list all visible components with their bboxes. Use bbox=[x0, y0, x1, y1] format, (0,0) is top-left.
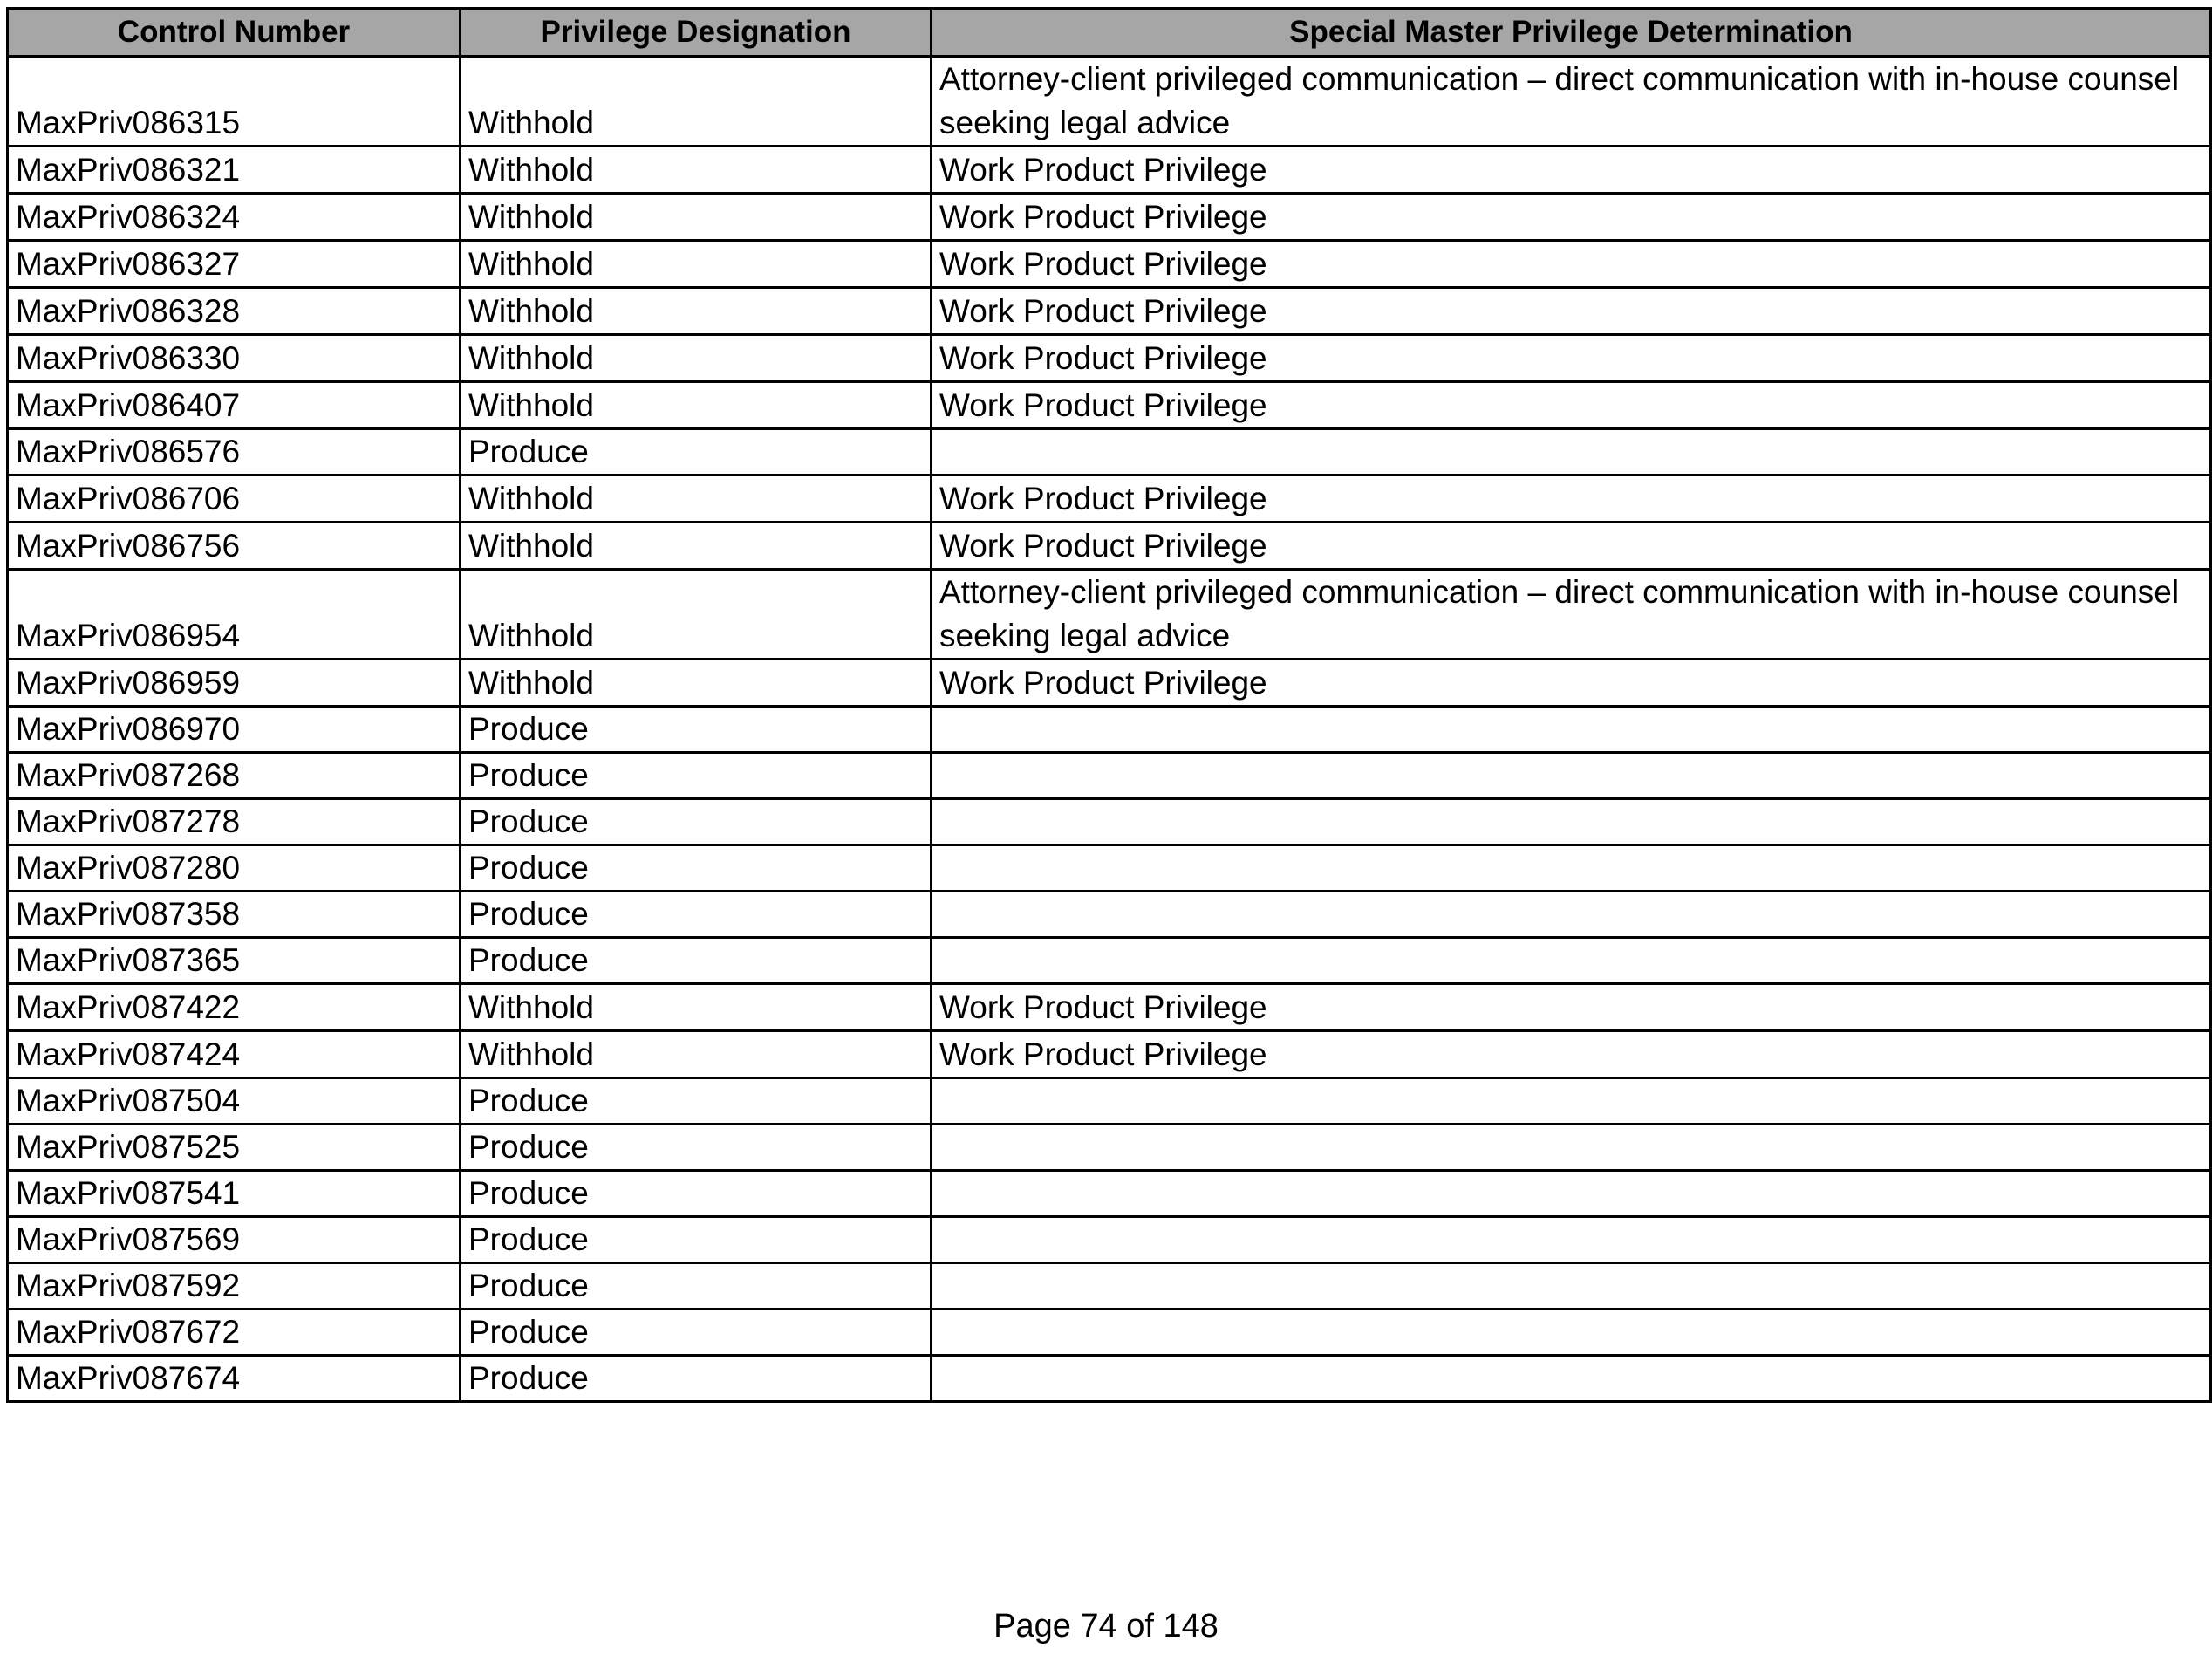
control-number-cell: MaxPriv086330 bbox=[8, 335, 461, 382]
table-body bbox=[8, 57, 2211, 1402]
header-special-master-determination: Special Master Privilege Determination bbox=[932, 9, 2211, 57]
determination-cell: Work Product Privilege bbox=[932, 335, 2211, 382]
determination-cell bbox=[932, 1217, 2211, 1263]
privilege-designation-cell: Produce bbox=[461, 938, 932, 984]
control-number-cell: MaxPriv087278 bbox=[8, 799, 461, 845]
privilege-designation-cell: Withhold bbox=[461, 288, 932, 335]
table-row bbox=[8, 288, 2211, 335]
control-number-cell: MaxPriv087592 bbox=[8, 1263, 461, 1310]
control-number-cell: MaxPriv087280 bbox=[8, 845, 461, 892]
privilege-designation-cell: Withhold bbox=[461, 335, 932, 382]
table-row bbox=[8, 938, 2211, 984]
privilege-designation-cell: Produce bbox=[461, 707, 932, 753]
control-number-cell: MaxPriv086328 bbox=[8, 288, 461, 335]
table-header-row bbox=[8, 9, 2211, 57]
control-number-cell: MaxPriv087358 bbox=[8, 892, 461, 938]
determination-cell bbox=[932, 753, 2211, 799]
determination-cell: Work Product Privilege bbox=[932, 660, 2211, 707]
control-number-cell: MaxPriv086327 bbox=[8, 241, 461, 288]
table-row bbox=[8, 1263, 2211, 1310]
determination-cell bbox=[932, 1263, 2211, 1310]
privilege-designation-cell: Produce bbox=[461, 1263, 932, 1310]
privilege-designation-cell: Produce bbox=[461, 1356, 932, 1402]
table-row bbox=[8, 523, 2211, 570]
privilege-log-table bbox=[6, 7, 2212, 1403]
privilege-designation-cell: Produce bbox=[461, 1171, 932, 1217]
privilege-designation-cell: Produce bbox=[461, 1125, 932, 1171]
privilege-designation-cell: Produce bbox=[461, 799, 932, 845]
control-number-cell: MaxPriv087674 bbox=[8, 1356, 461, 1402]
control-number-cell: MaxPriv086321 bbox=[8, 147, 461, 194]
table-row bbox=[8, 799, 2211, 845]
control-number-cell: MaxPriv086706 bbox=[8, 475, 461, 523]
control-number-cell: MaxPriv087268 bbox=[8, 753, 461, 799]
determination-cell: Work Product Privilege bbox=[932, 1031, 2211, 1078]
determination-cell: Work Product Privilege bbox=[932, 382, 2211, 429]
privilege-designation-cell: Produce bbox=[461, 429, 932, 475]
privilege-designation-cell: Withhold bbox=[461, 57, 932, 147]
table-row bbox=[8, 57, 2211, 147]
control-number-cell: MaxPriv086324 bbox=[8, 194, 461, 241]
control-number-cell: MaxPriv087504 bbox=[8, 1078, 461, 1125]
control-number-cell: MaxPriv086970 bbox=[8, 707, 461, 753]
control-number-cell: MaxPriv086954 bbox=[8, 570, 461, 660]
determination-cell: Work Product Privilege bbox=[932, 288, 2211, 335]
header-control-number: Control Number bbox=[8, 9, 461, 57]
table-row bbox=[8, 660, 2211, 707]
table-row bbox=[8, 570, 2211, 660]
table-row bbox=[8, 1310, 2211, 1356]
header-privilege-designation: Privilege Designation bbox=[461, 9, 932, 57]
table-row bbox=[8, 241, 2211, 288]
control-number-cell: MaxPriv087424 bbox=[8, 1031, 461, 1078]
determination-cell bbox=[932, 707, 2211, 753]
table-row bbox=[8, 147, 2211, 194]
determination-cell bbox=[932, 938, 2211, 984]
privilege-designation-cell: Produce bbox=[461, 1217, 932, 1263]
determination-cell bbox=[932, 1356, 2211, 1402]
control-number-cell: MaxPriv087569 bbox=[8, 1217, 461, 1263]
privilege-designation-cell: Produce bbox=[461, 1310, 932, 1356]
table-row bbox=[8, 845, 2211, 892]
privilege-designation-cell: Withhold bbox=[461, 147, 932, 194]
table-row bbox=[8, 1171, 2211, 1217]
privilege-designation-cell: Withhold bbox=[461, 241, 932, 288]
privilege-designation-cell: Withhold bbox=[461, 1031, 932, 1078]
privilege-designation-cell: Withhold bbox=[461, 523, 932, 570]
determination-cell: Work Product Privilege bbox=[932, 523, 2211, 570]
privilege-designation-cell: Withhold bbox=[461, 194, 932, 241]
table-row bbox=[8, 1031, 2211, 1078]
control-number-cell: MaxPriv087541 bbox=[8, 1171, 461, 1217]
page-number: Page 74 of 148 bbox=[993, 1608, 1219, 1645]
privilege-designation-cell: Produce bbox=[461, 1078, 932, 1125]
determination-cell bbox=[932, 1125, 2211, 1171]
determination-cell bbox=[932, 799, 2211, 845]
privilege-designation-cell: Withhold bbox=[461, 984, 932, 1031]
determination-cell: Attorney-client privileged communication – direct communication with in-house counsel seeking legal advice bbox=[932, 570, 2211, 660]
table-row bbox=[8, 382, 2211, 429]
table-row bbox=[8, 1125, 2211, 1171]
table-row bbox=[8, 429, 2211, 475]
determination-cell: Attorney-client privileged communication – direct communication with in-house counsel seeking legal advice bbox=[932, 57, 2211, 147]
table-row bbox=[8, 1078, 2211, 1125]
table-row bbox=[8, 892, 2211, 938]
table-row bbox=[8, 1356, 2211, 1402]
privilege-designation-cell: Produce bbox=[461, 753, 932, 799]
control-number-cell: MaxPriv087672 bbox=[8, 1310, 461, 1356]
privilege-designation-cell: Withhold bbox=[461, 382, 932, 429]
control-number-cell: MaxPriv087422 bbox=[8, 984, 461, 1031]
determination-cell: Work Product Privilege bbox=[932, 475, 2211, 523]
determination-cell: Work Product Privilege bbox=[932, 194, 2211, 241]
privilege-designation-cell: Produce bbox=[461, 892, 932, 938]
determination-cell: Work Product Privilege bbox=[932, 984, 2211, 1031]
table-row bbox=[8, 475, 2211, 523]
determination-cell bbox=[932, 429, 2211, 475]
privilege-designation-cell: Produce bbox=[461, 845, 932, 892]
determination-cell bbox=[932, 1310, 2211, 1356]
table-row bbox=[8, 753, 2211, 799]
determination-cell bbox=[932, 1171, 2211, 1217]
table-row bbox=[8, 335, 2211, 382]
privilege-designation-cell: Withhold bbox=[461, 570, 932, 660]
determination-cell bbox=[932, 845, 2211, 892]
privilege-designation-cell: Withhold bbox=[461, 475, 932, 523]
table-row bbox=[8, 707, 2211, 753]
determination-cell: Work Product Privilege bbox=[932, 147, 2211, 194]
control-number-cell: MaxPriv086756 bbox=[8, 523, 461, 570]
control-number-cell: MaxPriv086315 bbox=[8, 57, 461, 147]
determination-cell: Work Product Privilege bbox=[932, 241, 2211, 288]
control-number-cell: MaxPriv086959 bbox=[8, 660, 461, 707]
privilege-designation-cell: Withhold bbox=[461, 660, 932, 707]
table-row bbox=[8, 1217, 2211, 1263]
control-number-cell: MaxPriv086576 bbox=[8, 429, 461, 475]
control-number-cell: MaxPriv086407 bbox=[8, 382, 461, 429]
control-number-cell: MaxPriv087525 bbox=[8, 1125, 461, 1171]
control-number-cell: MaxPriv087365 bbox=[8, 938, 461, 984]
determination-cell bbox=[932, 1078, 2211, 1125]
table-row bbox=[8, 194, 2211, 241]
table-row bbox=[8, 984, 2211, 1031]
determination-cell bbox=[932, 892, 2211, 938]
